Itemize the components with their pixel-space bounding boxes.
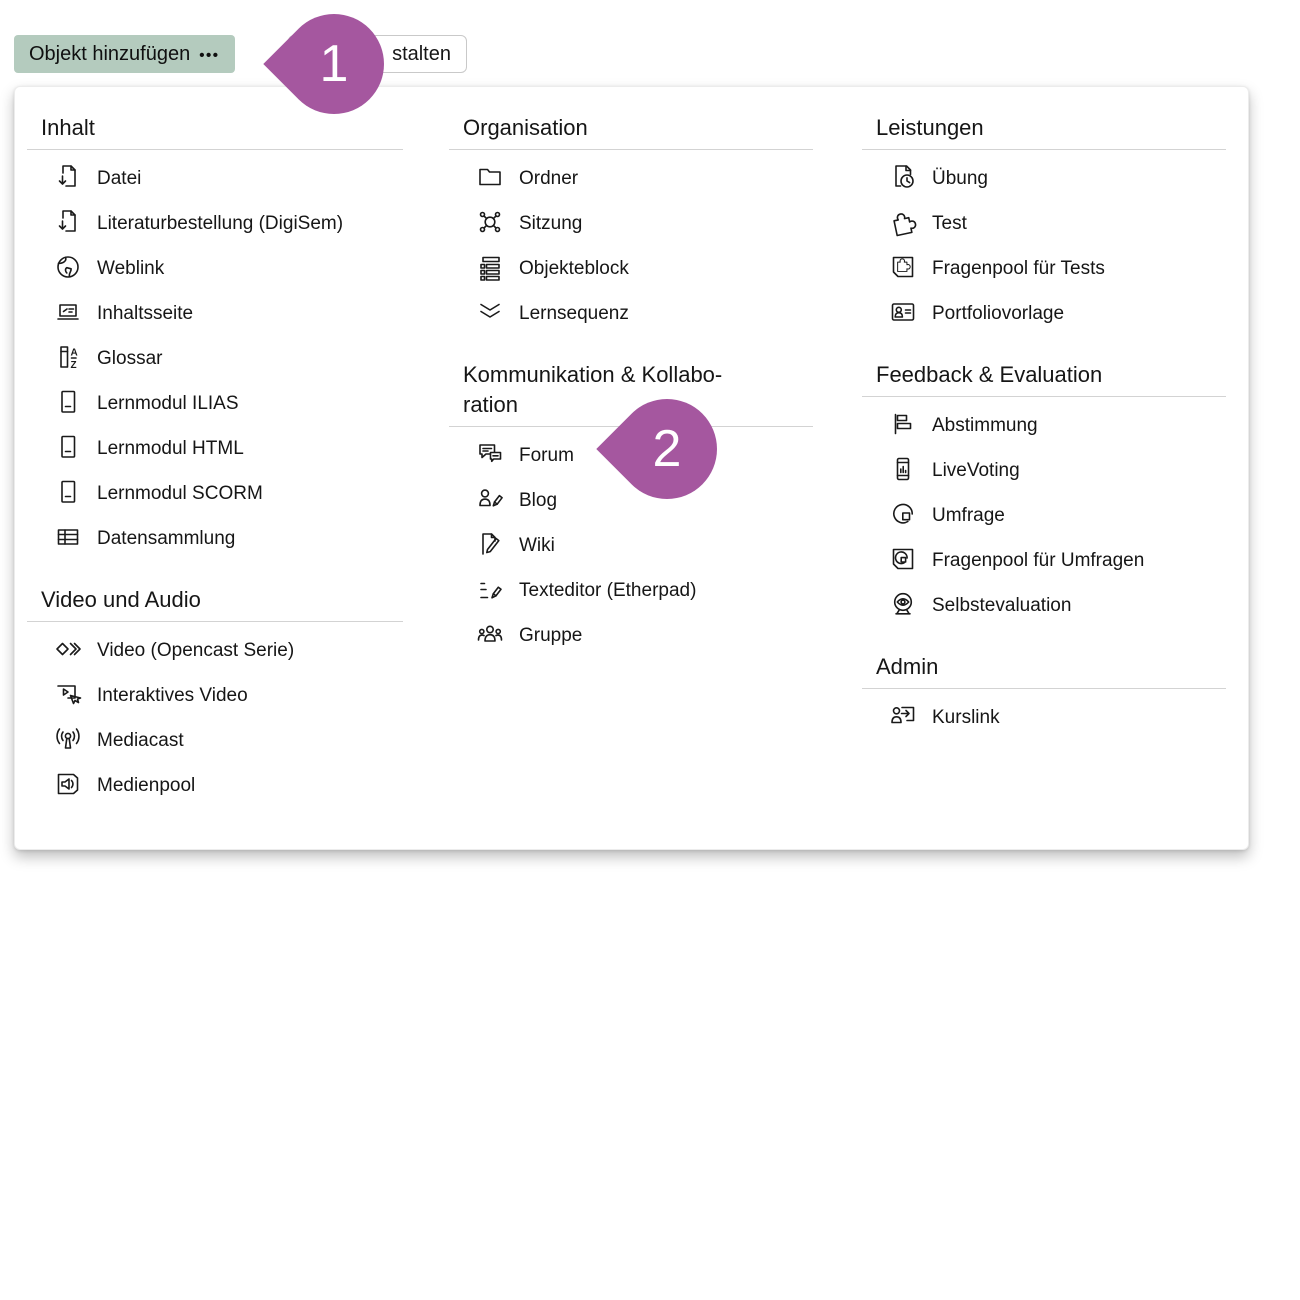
menu-item[interactable] bbox=[449, 568, 813, 613]
file-download-icon bbox=[53, 207, 83, 237]
menu-item-label: Lernmodul SCORM bbox=[97, 483, 263, 504]
menu-section bbox=[27, 105, 403, 561]
menu-item-label: Datensammlung bbox=[97, 528, 236, 549]
section-items bbox=[449, 150, 813, 336]
menu-item-label: Texteditor (Etherpad) bbox=[519, 580, 697, 601]
step-marker-1 bbox=[284, 14, 384, 114]
menu-item[interactable] bbox=[27, 673, 403, 718]
menu-item-label: Fragenpool für Umfragen bbox=[932, 550, 1145, 571]
menu-column-2 bbox=[449, 105, 813, 658]
section-items bbox=[862, 689, 1226, 740]
section-items bbox=[862, 150, 1226, 336]
menu-item-label: Forum bbox=[519, 445, 574, 466]
globe-icon bbox=[53, 252, 83, 282]
menu-item-label: Medienpool bbox=[97, 775, 196, 796]
menu-item[interactable] bbox=[862, 538, 1226, 583]
menu-item[interactable] bbox=[449, 613, 813, 658]
menu-item-label: Literaturbestellung (DigiSem) bbox=[97, 213, 344, 234]
step-marker-2-number: 2 bbox=[652, 420, 682, 478]
menu-item-label: Übung bbox=[932, 168, 988, 189]
menu-item[interactable] bbox=[449, 201, 813, 246]
menu-section bbox=[449, 105, 813, 336]
menu-item-label: Umfrage bbox=[932, 505, 1005, 526]
menu-item-label: Objekteblock bbox=[519, 258, 629, 279]
menu-section bbox=[862, 352, 1226, 628]
menu-item[interactable] bbox=[27, 246, 403, 291]
menu-item[interactable] bbox=[27, 628, 403, 673]
menu-item[interactable] bbox=[862, 246, 1226, 291]
menu-item[interactable] bbox=[449, 156, 813, 201]
menu-item-label: Lernsequenz bbox=[519, 303, 629, 324]
wiki-icon bbox=[475, 529, 505, 559]
poll-icon bbox=[888, 409, 918, 439]
group-icon bbox=[475, 619, 505, 649]
learning-module-icon bbox=[53, 387, 83, 417]
forum-icon bbox=[475, 439, 505, 469]
menu-item-label: Wiki bbox=[519, 535, 555, 556]
menu-item-label: Video (Opencast Serie) bbox=[97, 640, 295, 661]
more-dots-icon: ••• bbox=[199, 46, 220, 64]
menu-item[interactable] bbox=[862, 201, 1226, 246]
test-icon bbox=[888, 207, 918, 237]
menu-item[interactable] bbox=[27, 426, 403, 471]
menu-item-label: Portfoliovorlage bbox=[932, 303, 1065, 324]
step-marker-1-number: 1 bbox=[319, 35, 349, 93]
item-group-icon bbox=[475, 252, 505, 282]
folder-icon bbox=[475, 162, 505, 192]
menu-item[interactable] bbox=[27, 381, 403, 426]
menu-item[interactable] bbox=[27, 471, 403, 516]
menu-item-label: Blog bbox=[519, 490, 558, 511]
learning-module-icon bbox=[53, 477, 83, 507]
data-collection-icon bbox=[53, 522, 83, 552]
svg-text:A: A bbox=[70, 347, 78, 359]
menu-item[interactable] bbox=[27, 718, 403, 763]
menu-column-3 bbox=[862, 105, 1226, 740]
course-link-icon bbox=[888, 701, 918, 731]
menu-item[interactable] bbox=[27, 201, 403, 246]
menu-item[interactable] bbox=[27, 763, 403, 808]
menu-item-label: Fragenpool für Tests bbox=[932, 258, 1105, 279]
menu-item-label: Lernmodul HTML bbox=[97, 438, 244, 459]
self-evaluation-icon bbox=[888, 589, 918, 619]
menu-item[interactable] bbox=[449, 523, 813, 568]
question-pool-survey-icon bbox=[888, 544, 918, 574]
question-pool-test-icon bbox=[888, 252, 918, 282]
menu-column-1 bbox=[27, 105, 403, 808]
menu-item-label: Abstimmung bbox=[932, 415, 1038, 436]
menu-section bbox=[862, 105, 1226, 336]
menu-item[interactable] bbox=[862, 291, 1226, 336]
menu-item[interactable] bbox=[449, 291, 813, 336]
etherpad-icon bbox=[475, 574, 505, 604]
section-title: Admin bbox=[876, 654, 939, 679]
survey-icon bbox=[888, 499, 918, 529]
menu-item-label: Mediacast bbox=[97, 730, 184, 751]
menu-item[interactable] bbox=[27, 336, 403, 381]
portfolio-template-icon bbox=[888, 297, 918, 327]
menu-item-label: Glossar bbox=[97, 348, 163, 369]
menu-item[interactable] bbox=[449, 246, 813, 291]
menu-item[interactable] bbox=[862, 493, 1226, 538]
menu-item-label: Sitzung bbox=[519, 213, 583, 234]
live-voting-icon bbox=[888, 454, 918, 484]
menu-item-label: Weblink bbox=[97, 258, 165, 279]
menu-item[interactable] bbox=[862, 448, 1226, 493]
section-items bbox=[27, 150, 403, 561]
learning-module-icon bbox=[53, 432, 83, 462]
menu-item[interactable] bbox=[862, 403, 1226, 448]
menu-section bbox=[862, 644, 1226, 740]
menu-item-label: LiveVoting bbox=[932, 460, 1020, 481]
menu-section bbox=[27, 577, 403, 808]
step-marker-2 bbox=[617, 399, 717, 499]
exercise-icon bbox=[888, 162, 918, 192]
file-download-icon bbox=[53, 162, 83, 192]
glossary-icon bbox=[53, 342, 83, 372]
section-title: Leistungen bbox=[876, 115, 984, 140]
section-title: Inhalt bbox=[41, 115, 95, 140]
section-title: Feedback & Evaluation bbox=[876, 362, 1103, 387]
interactive-video-icon bbox=[53, 679, 83, 709]
menu-item-label: Selbstevaluation bbox=[932, 595, 1072, 616]
blog-icon bbox=[475, 484, 505, 514]
add-object-button-label: Objekt hinzufügen bbox=[29, 42, 191, 65]
menu-item-label: Ordner bbox=[519, 168, 579, 189]
section-title: Organisation bbox=[463, 115, 588, 140]
gestalten-button[interactable]: stalten bbox=[288, 35, 467, 73]
mediacast-icon bbox=[53, 724, 83, 754]
content-page-icon bbox=[53, 297, 83, 327]
svg-text:Z: Z bbox=[70, 360, 77, 371]
opencast-video-icon bbox=[53, 634, 83, 664]
menu-item[interactable] bbox=[27, 291, 403, 336]
session-icon bbox=[475, 207, 505, 237]
menu-item-label: Gruppe bbox=[519, 625, 583, 646]
menu-item-label: Interaktives Video bbox=[97, 685, 248, 706]
menu-item[interactable] bbox=[27, 516, 403, 561]
learning-sequence-icon bbox=[475, 297, 505, 327]
menu-item-label: Test bbox=[932, 213, 967, 234]
section-items bbox=[27, 622, 403, 808]
section-items bbox=[862, 397, 1226, 628]
section-title: Video und Audio bbox=[41, 587, 201, 612]
media-pool-icon bbox=[53, 769, 83, 799]
menu-item-label: Inhaltsseite bbox=[97, 303, 194, 324]
menu-item-label: Datei bbox=[97, 168, 142, 189]
menu-item[interactable] bbox=[862, 156, 1226, 201]
menu-item-label: Lernmodul ILIAS bbox=[97, 393, 239, 414]
menu-section bbox=[449, 352, 813, 658]
menu-item[interactable] bbox=[27, 156, 403, 201]
menu-item[interactable] bbox=[862, 583, 1226, 628]
menu-item[interactable] bbox=[862, 695, 1226, 740]
menu-item-label: Kurslink bbox=[932, 707, 1000, 728]
section-title: Kommunikation & Kollaboration bbox=[463, 362, 723, 417]
add-object-button[interactable] bbox=[14, 35, 235, 73]
